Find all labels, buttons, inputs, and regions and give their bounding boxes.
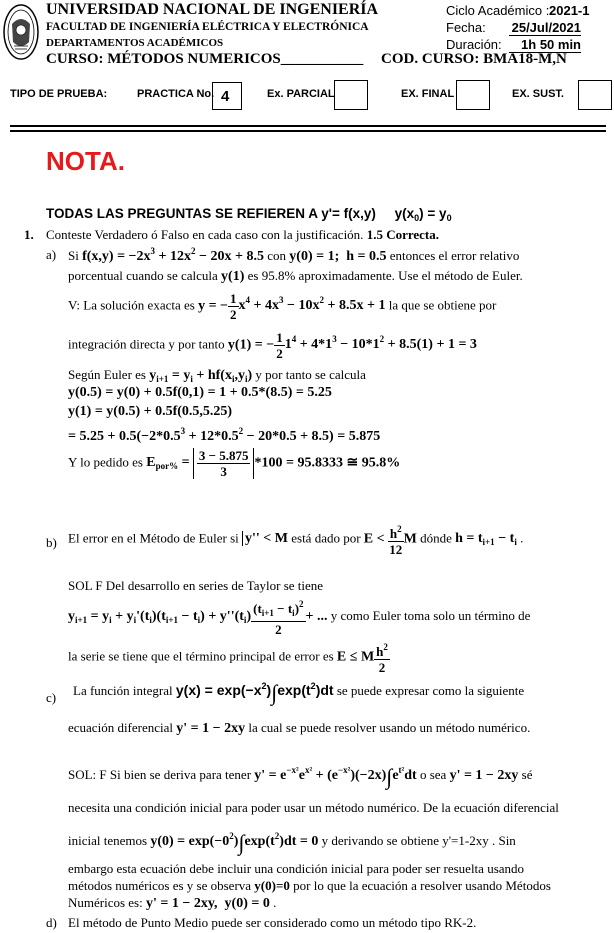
date-label: Fecha:	[446, 20, 486, 35]
faculty-name: FACULTAD DE INGENIERÍA ELÉCTRICA Y ELECTRÓNICA	[46, 21, 369, 33]
qc-line1: La función integral $y(x) = \exp(-x^2)\int\exp(t^2)dt$ se puede expresar como la siguiente	[73, 680, 525, 705]
duration-label: Duración:	[446, 37, 502, 52]
university-name: UNIVERSIDAD NACIONAL DE INGENIERÍA	[46, 1, 379, 18]
qa-step1: y(0.5) = y(0) + 0.5f(0,1) = 1 + 0.5*(8.5) = 5.25	[68, 385, 332, 400]
university-seal-logo	[2, 2, 40, 62]
qa-step2: y(1) = y(0.5) + 0.5f(0.5,5.25)	[68, 404, 233, 419]
qc-line2: ecuación diferencial y' = 1 − 2xy la cual se puede resolver usando un método numérico.	[68, 720, 531, 736]
qd-label: d)	[46, 915, 57, 930]
duration-value: 1h 50 min	[509, 37, 581, 53]
qd-text: El método de Punto Medio puede ser considerado como un método tipo RK-2.	[68, 915, 477, 930]
divider-top	[10, 125, 606, 127]
qb-label: b)	[46, 535, 57, 550]
q1-number: 1.	[24, 227, 34, 242]
cycle-value: 2021-1	[549, 3, 590, 18]
partial-box	[334, 80, 368, 110]
final-box	[456, 80, 490, 110]
qc-l3: inicial tenemos $y(0) = \exp(-0^2)\int\exp(t^2)dt = 0$ y derivando se obtiene y'=1-2xy . Sin	[68, 830, 516, 855]
practice-label: PRACTICA No.	[137, 88, 215, 100]
divider-bottom	[10, 130, 606, 132]
q1-statement: Conteste Verdadero ó Falso en cada caso con la justificación. 1.5 Correcta.	[46, 227, 439, 242]
qa-euler: Según Euler es $y_{i+1} = y_i + hf(x_i,y_i)$ y por tanto se calcula	[68, 367, 366, 384]
intro-heading: TODAS LAS PREGUNTAS SE REFIEREN A y'= f(x,y) $y(x_0) = y_0$	[46, 206, 452, 223]
qc-l6: Numéricos es: y' = 1 − 2xy, y(0) = 0 .	[68, 895, 277, 911]
qb-sol: SOL F Del desarrollo en series de Taylor se tiene	[68, 578, 324, 593]
qc-sol: SOL: F Si bien se deriva para tener $y' = e^{-x^2}e^{x^2} + (e^{-x^2})(-2x)\int e^{t^2}dt$ o sea y' = 1 − 2xy sé	[68, 764, 533, 789]
qa-label: a)	[46, 247, 57, 262]
departments-name: DEPARTAMENTOS ACADÉMICOS	[46, 37, 224, 49]
qc-l5: métodos numéricos es y se observa y(0)=0 por lo que la ecuación a resolver usando Métodos	[68, 878, 551, 893]
nota-heading: NOTA.	[46, 146, 125, 176]
qc-label: c)	[46, 690, 57, 705]
qb-line1: El error en el Método de Euler si y'' < M está dado por E < $\frac{h^2}{12}$ M dónde $h = t_{i+1} - t_i$ .	[68, 524, 524, 557]
sust-label: EX. SUST.	[512, 88, 564, 100]
qa-step3: = $5.25 + 0.5(-2*0.5^3 + 12*0.5^2 - 20*0.5 + 8.5) = 5.875$	[68, 426, 381, 444]
sust-box	[578, 80, 612, 110]
qa-result: Y lo pedido es $E_{por\%}$ = $\frac{3 - 5.875}{3}$ *100 = 95.8333 ≅ 95.8%	[68, 448, 401, 479]
qa-exact: V: La solución exacta es y = − $\frac{1}{2}$ $x^4 + 4x^3 - 10x^2 + 8.5x + 1$ la que se obtiene por	[68, 291, 497, 322]
cycle-label: Ciclo Académico :	[446, 3, 550, 18]
qa-line1: Si $f(x,y) = -2x^3 + 12x^2 - 20x + 8.5$ con y(0) = 1; h = 0.5 entonces el error relativo	[68, 246, 520, 264]
qc-l4: embargo esta ecuación debe incluir una condición inicial para poder ser resuelta usando	[68, 861, 525, 876]
final-label: EX. FINAL	[401, 88, 455, 100]
qc-l2: necesita una condición inicial para poder usar un método numérico. De la ecuación diferencial	[68, 800, 559, 815]
test-type-label: TIPO DE PRUEBA:	[10, 88, 108, 100]
partial-label: Ex. PARCIAL	[267, 88, 335, 100]
practice-number: 4	[221, 88, 230, 105]
qb-last: la serie se tiene que el término principal de error es E ≤ M $\frac{h^2}{2}$	[68, 642, 388, 675]
date-value: 25/Jul/2021	[509, 20, 581, 36]
course-code: COD. CURSO: BMA18-M,N	[381, 51, 567, 67]
course-name: CURSO: MÉTODOS NUMERICOS___________	[46, 51, 364, 67]
qa-line2: porcentual cuando se calcula y(1) es 95.8% aproximadamente. Use el método de Euler.	[68, 268, 523, 284]
qb-taylor: $y_{i+1} = y_i + y_i'(t_i)(t_{i+1} - t_i) + y''(t_i)$ $\frac{(t_{i+1} - t_i)^2}{2}$ + ... y como Euler toma solo un término de	[68, 599, 531, 637]
qa-integration: integración directa y por tanto y(1) = − $\frac{1}{2}$ $1^4 + 4*1^3 - 10*1^2 + 8.5(1) + 1 = 3$	[68, 330, 477, 361]
